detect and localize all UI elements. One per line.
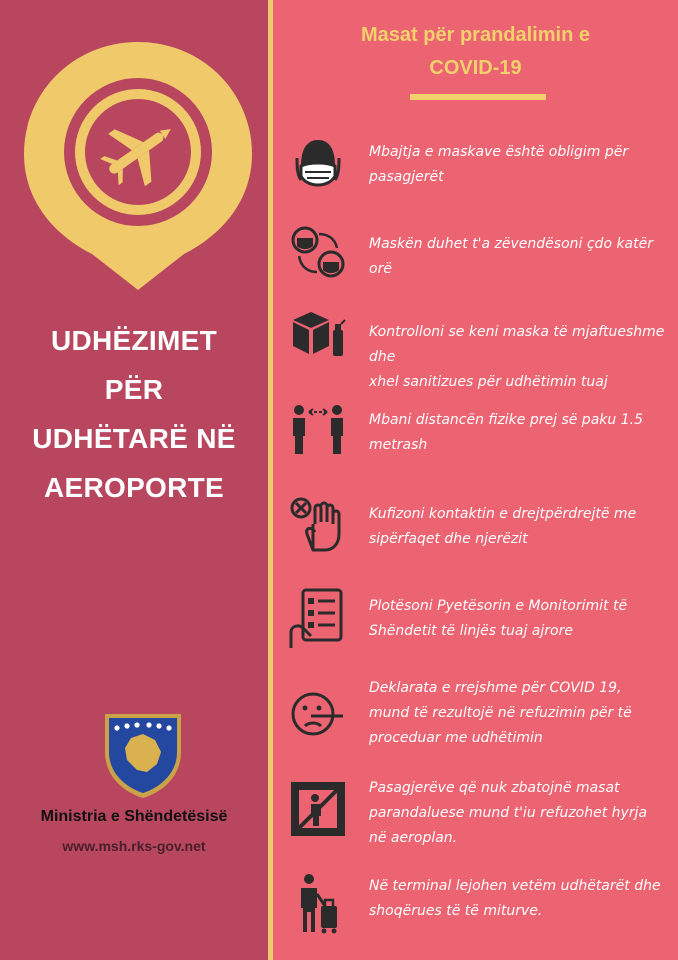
main-title-line: UDHËTARË NË (32, 423, 236, 454)
face-mask-icon (289, 136, 347, 194)
measure-text-line: Në terminal lejohen vetëm udhëtarët dhe (369, 878, 661, 894)
lying-face-icon (289, 684, 347, 742)
main-title-line: UDHËZIMET (50, 325, 218, 356)
main-title (10, 316, 258, 512)
measures-title-line: Masat për prandalimin e (361, 24, 590, 46)
measure-text-line: Plotësoni Pyetësorin e Monitorimit të (369, 598, 628, 614)
measure-text-line: Mbajtja e maskave është obligim për (369, 144, 629, 160)
measure-item (273, 402, 678, 462)
measure-text-line: Mbani distancën fizike prej së paku 1.5 (369, 412, 643, 428)
measure-text-line: Deklarata e rrejshme për COVID 19, (369, 680, 622, 696)
measure-item (273, 776, 678, 852)
location-pin-icon (22, 40, 254, 292)
ministry-url[interactable]: www.msh.rks-gov.net (62, 838, 206, 854)
social-distance-icon (289, 402, 347, 460)
measure-item (273, 224, 678, 284)
measure-item (273, 588, 678, 652)
traveler-luggage-icon (289, 872, 347, 934)
measure-item (273, 136, 678, 196)
measure-text-line: Shëndetit të linjës tuaj ajrore (369, 623, 573, 639)
measure-text-line: parandaluese mund t'iu refuzohet hyrja (369, 805, 648, 821)
measure-item (273, 306, 678, 390)
kosovo-emblem-icon (103, 712, 183, 800)
no-touch-icon (289, 494, 347, 552)
measure-text-line: Pasagjerëve që nuk zbatojnë masat (369, 780, 620, 796)
measure-text-line: metrash (369, 437, 428, 453)
measure-text-line: Kontrolloni se keni maska të mjaftueshme dhe (369, 324, 665, 365)
measure-text-line: Maskën duhet t'a zëvendësoni çdo katër (369, 236, 653, 252)
measure-text-line: mund të rezultojë në refuzimin për të (369, 705, 632, 721)
ministry-name: Ministria e Shëndetësisë (40, 808, 228, 825)
measure-text-line: xhel sanitizues për udhëtimin tuaj (369, 374, 608, 390)
no-entry-icon (289, 780, 347, 838)
measures-title (273, 19, 678, 85)
measure-item (273, 676, 678, 752)
measure-item (273, 872, 678, 936)
title-underline (410, 94, 546, 100)
questionnaire-icon (289, 588, 347, 650)
measure-text-line: sipërfaqet dhe njerëzit (369, 531, 528, 547)
main-title-line: AEROPORTE (43, 472, 225, 503)
measure-item (273, 494, 678, 554)
mask-replace-icon (289, 224, 347, 282)
measure-text-line: në aeroplan. (369, 830, 458, 846)
measure-text-line: proceduar me udhëtimin (369, 730, 543, 746)
measure-text-line: shoqërues të të miturve. (369, 903, 543, 919)
measures-title-line: COVID-19 (429, 57, 522, 79)
measure-text-line: pasagjerët (369, 169, 444, 185)
measure-text-line: orë (369, 261, 392, 277)
supplies-box-icon (289, 306, 347, 364)
measure-text-line: Kufizoni kontaktin e drejtpërdrejtë me (369, 506, 637, 522)
main-title-line: PËR (104, 374, 164, 405)
